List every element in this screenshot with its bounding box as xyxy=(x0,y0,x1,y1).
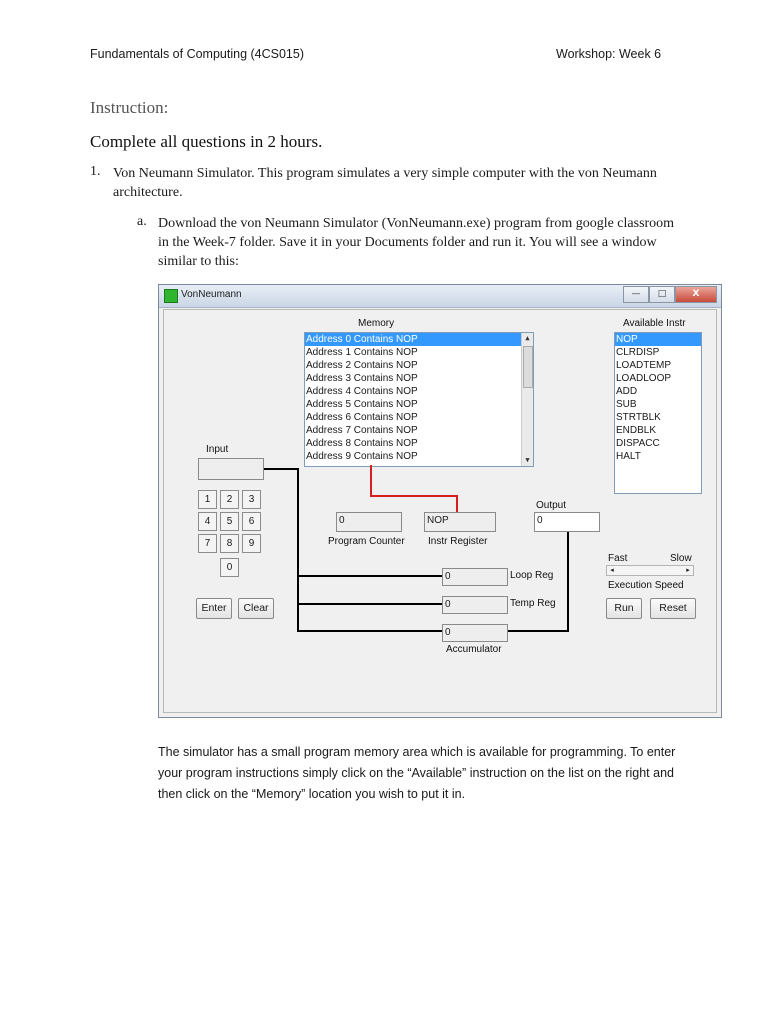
maximize-button[interactable]: □ xyxy=(649,286,675,303)
memory-item[interactable]: Address 1 Contains NOP xyxy=(306,347,418,358)
temp-bus-wire xyxy=(297,603,442,605)
header-course: Fundamentals of Computing (4CS015) xyxy=(90,47,305,61)
instruction-item[interactable]: NOP xyxy=(615,333,701,346)
keypad-key[interactable]: 6 xyxy=(242,512,261,531)
output-bus-wire xyxy=(567,532,569,632)
instruction-item[interactable]: CLRDISP xyxy=(616,347,660,358)
memory-item[interactable]: Address 3 Contains NOP xyxy=(306,373,418,384)
window-titlebar[interactable] xyxy=(159,285,721,308)
keypad-key[interactable]: 8 xyxy=(220,534,239,553)
memory-item[interactable]: Address 8 Contains NOP xyxy=(306,438,418,449)
input-field[interactable] xyxy=(198,458,264,480)
input-label: Input xyxy=(206,444,229,455)
question-number: 1. xyxy=(90,164,101,179)
loop-bus-wire xyxy=(297,575,442,577)
window-client xyxy=(163,309,717,713)
instruction-item[interactable]: HALT xyxy=(616,451,641,462)
instruction-item[interactable]: LOADLOOP xyxy=(616,373,672,384)
accumulator-field: 0 xyxy=(442,624,508,642)
ir-wire-drop xyxy=(456,495,458,512)
slow-label: Slow xyxy=(670,553,692,564)
keypad-key[interactable]: 5 xyxy=(220,512,239,531)
close-button[interactable]: X xyxy=(675,286,717,303)
keypad-key[interactable]: 4 xyxy=(198,512,217,531)
output-label: Output xyxy=(536,500,567,511)
instruction-item[interactable]: ENDBLK xyxy=(616,425,657,436)
fast-label: Fast xyxy=(608,553,628,564)
memory-pc-wire xyxy=(370,465,372,497)
input-bus-vertical xyxy=(297,468,299,632)
enter-button[interactable]: Enter xyxy=(196,598,232,619)
complete-heading: Complete all questions in 2 hours. xyxy=(90,132,323,151)
memory-item[interactable]: Address 2 Contains NOP xyxy=(306,360,418,371)
scroll-up-icon[interactable]: ▲ xyxy=(525,334,530,342)
memory-scrollbar[interactable] xyxy=(521,333,533,466)
instr-register-label: Instr Register xyxy=(428,536,488,547)
instruction-heading: Instruction: xyxy=(90,98,169,117)
available-listbox[interactable] xyxy=(614,332,702,494)
scroll-down-icon[interactable]: ▼ xyxy=(525,456,530,464)
temp-reg-field: 0 xyxy=(442,596,508,614)
minimize-button[interactable]: — xyxy=(623,286,649,303)
simulator-window xyxy=(158,284,722,718)
output-field: 0 xyxy=(534,512,600,532)
accumulator-label: Accumulator xyxy=(446,644,502,655)
keypad-key[interactable]: 7 xyxy=(198,534,217,553)
program-counter-label: Program Counter xyxy=(328,536,405,547)
subquestion-label: a. xyxy=(137,214,147,229)
instruction-item[interactable]: STRTBLK xyxy=(616,412,661,423)
keypad-key[interactable]: 2 xyxy=(220,490,239,509)
memory-item[interactable]: Address 5 Contains NOP xyxy=(306,399,418,410)
instruction-item[interactable]: SUB xyxy=(616,399,637,410)
app-icon xyxy=(164,289,178,303)
loop-reg-label: Loop Reg xyxy=(510,570,554,581)
temp-reg-label: Temp Reg xyxy=(510,598,556,609)
memory-item[interactable]: Address 6 Contains NOP xyxy=(306,412,418,423)
keypad-key[interactable]: 3 xyxy=(242,490,261,509)
input-bus-wire xyxy=(264,468,298,470)
speed-slider[interactable] xyxy=(606,565,694,576)
instr-register-field: NOP xyxy=(424,512,496,532)
speed-left-icon[interactable]: ◂ xyxy=(610,566,614,574)
program-counter-field: 0 xyxy=(336,512,402,532)
execution-speed-label: Execution Speed xyxy=(608,580,684,591)
clear-button[interactable]: Clear xyxy=(238,598,274,619)
memory-listbox[interactable] xyxy=(304,332,534,467)
memory-item[interactable]: Address 9 Contains NOP xyxy=(306,451,418,462)
instruction-item[interactable]: LOADTEMP xyxy=(616,360,672,371)
instruction-item[interactable]: DISPACC xyxy=(616,438,660,449)
run-button[interactable]: Run xyxy=(606,598,642,619)
scroll-thumb[interactable] xyxy=(523,346,533,388)
instruction-item[interactable]: ADD xyxy=(616,386,638,397)
memory-item[interactable]: Address 7 Contains NOP xyxy=(306,425,418,436)
body-paragraph: The simulator has a small program memory area which is available for programming. To enter your program instructions simply click on the “Available” instruction on the list on the right and then click on the “Memory” location you wish to put it in. xyxy=(158,745,676,801)
available-label: Available Instr xyxy=(623,318,686,329)
reset-button[interactable]: Reset xyxy=(650,598,696,619)
keypad-key[interactable]: 9 xyxy=(242,534,261,553)
speed-right-icon[interactable]: ▸ xyxy=(686,566,690,574)
keypad-key[interactable]: 1 xyxy=(198,490,217,509)
keypad-key[interactable]: 0 xyxy=(220,558,239,577)
memory-ir-wire xyxy=(370,495,458,497)
acc-bus-wire xyxy=(297,630,442,632)
subquestion-text: Download the von Neumann Simulator (VonNeumann.exe) program from google classroom in the Week-7 folder. Save it in your Documents folder and run it. You will see a window similar to this: xyxy=(158,216,675,269)
memory-label: Memory xyxy=(358,318,395,329)
acc-out-wire xyxy=(508,630,568,632)
question-text: Von Neumann Simulator. This program simulates a very simple computer with the von Neumann architecture. xyxy=(113,166,657,200)
loop-reg-field: 0 xyxy=(442,568,508,586)
header-workshop: Workshop: Week 6 xyxy=(556,47,662,61)
window-title: VonNeumann xyxy=(181,289,242,300)
memory-item[interactable]: Address 0 Contains NOP xyxy=(305,333,533,346)
memory-item[interactable]: Address 4 Contains NOP xyxy=(306,386,418,397)
